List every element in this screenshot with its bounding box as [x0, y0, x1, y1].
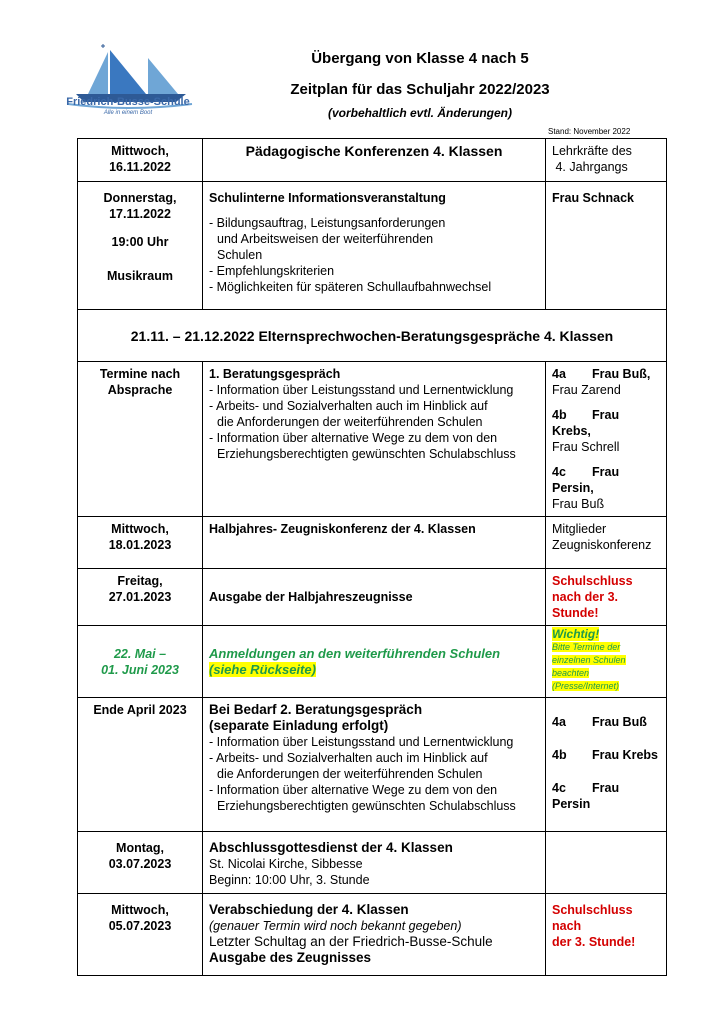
time: 19:00 Uhr [111, 235, 169, 249]
date: 18.01.2023 [108, 538, 172, 552]
stand-date: Stand: November 2022 [548, 127, 631, 136]
detail-line: und Arbeitsweisen der weiterführenden [217, 232, 434, 246]
event-cell [203, 698, 546, 832]
weekday: Mittwoch, [111, 903, 169, 917]
date: 16.11.2022 [109, 160, 171, 174]
responsible-cell [546, 832, 667, 894]
teacher-name: Frau Buß [552, 497, 605, 511]
table-row [78, 310, 667, 362]
detail-line: Letzter Schultag an der Friedrich-Busse-Schule [209, 934, 493, 949]
responsible-line: Zeugniskonferenz [552, 538, 652, 552]
event-cell: Halbjahres- Zeugniskonferenz der 4. Klassen [203, 517, 546, 569]
event-title: Verabschiedung der 4. Klassen [209, 902, 409, 917]
date-cell: Ende April 2023 [78, 698, 203, 832]
notice-line: einzelnen Schulen beachten [552, 655, 626, 678]
schedule-table [77, 138, 667, 976]
table-row [78, 569, 667, 626]
weekday: Mittwoch, [111, 144, 169, 158]
teacher-name: Frau Krebs [592, 748, 658, 762]
date-cell [78, 832, 203, 894]
date-cell [78, 182, 203, 310]
date-cell [78, 517, 203, 569]
responsible-cell [546, 517, 667, 569]
teacher-name: Frau Zarend [552, 383, 621, 397]
class-label: 4c [552, 465, 566, 479]
weekday: Mittwoch, [111, 522, 169, 536]
responsible-cell [546, 626, 667, 698]
table-row [78, 362, 667, 517]
event-title: Anmeldungen an den weiterführenden Schulen [209, 645, 501, 661]
event-cell [203, 626, 546, 698]
notice-line: (Presse/Internet) [552, 681, 620, 691]
disclaimer: (vorbehaltlich evtl. Änderungen) [327, 106, 513, 120]
weekday: Donnerstag, [103, 191, 177, 205]
notice-line: nach der 3. Stunde! [552, 590, 618, 620]
detail-line: - Bildungsauftrag, Leistungsanforderungen [209, 216, 446, 230]
event-cell [203, 362, 546, 517]
event-cell: Ausgabe der Halbjahreszeugnisse [203, 569, 546, 626]
logo-slogan: Alle in einem Boot [103, 110, 153, 116]
table-row [78, 626, 667, 698]
logo-name: Friedrich-Busse-Schule [66, 96, 190, 108]
responsible-line: Mitglieder [552, 522, 607, 536]
event-cell [203, 182, 546, 310]
page-title: Übergang von Klasse 4 nach 5 [311, 50, 529, 67]
date-cell [78, 139, 203, 182]
detail-line: - Information über Leistungsstand und Lernentwicklung [209, 383, 514, 397]
teacher-name: Frau Buß [592, 715, 647, 729]
date: Absprache [107, 383, 173, 397]
class-label: 4b [552, 748, 567, 762]
teacher-name: Frau Persin [552, 781, 620, 811]
table-row [78, 894, 667, 976]
table-row [78, 698, 667, 832]
responsible-cell [546, 894, 667, 976]
date-cell [78, 362, 203, 517]
notice-line: Schulschluss [552, 574, 633, 588]
detail-line: Erziehungsberechtigten gewünschten Schulabschluss [217, 799, 516, 813]
banner-cell: 21.11. – 21.12.2022 Elternsprechwochen-Beratungsgespräche 4. Klassen [78, 310, 667, 362]
responsible-cell [546, 362, 667, 517]
date-range-start: 22. Mai – [113, 646, 167, 661]
detail-line: - Möglichkeiten für späteren Schullaufbahnwechsel [209, 280, 492, 294]
weekday: Termine nach [99, 367, 181, 381]
table-row [78, 182, 667, 310]
event-title: Schulinterne Informationsveranstaltung [209, 191, 446, 205]
responsible-line: 4. Jahrgangs [555, 160, 628, 174]
responsible-cell [546, 698, 667, 832]
event-note: (separate Einladung erfolgt) [209, 718, 389, 733]
teacher-name: Frau Krebs, [552, 408, 620, 438]
detail-line: - Arbeits- und Sozialverhalten auch im Hinblick auf [209, 751, 488, 765]
weekday: Montag, [116, 841, 164, 855]
event-title: 1. Beratungsgespräch [209, 367, 341, 381]
detail-line: - Arbeits- und Sozialverhalten auch im Hinblick auf [209, 399, 488, 413]
class-label: 4b [552, 408, 567, 422]
table-row [78, 139, 667, 182]
detail-line: (genauer Termin wird noch bekannt gegeben) [209, 919, 462, 933]
responsible-cell: Frau Schnack [546, 182, 667, 310]
date: 03.07.2023 [108, 857, 172, 871]
table-row [78, 517, 667, 569]
class-label: 4c [552, 781, 566, 795]
detail-line: Ausgabe des Zeugnisses [209, 950, 372, 965]
date-cell [78, 569, 203, 626]
page-subtitle: Zeitplan für das Schuljahr 2022/2023 [290, 81, 550, 98]
notice-line: Schulschluss nach [552, 903, 633, 933]
class-label: 4a [552, 715, 566, 729]
detail-line: Beginn: 10:00 Uhr, 3. Stunde [209, 873, 370, 887]
date: 05.07.2023 [108, 919, 172, 933]
event-cell [203, 832, 546, 894]
notice-line: Bitte Termine der [552, 642, 621, 652]
event-note: (siehe Rückseite) [209, 661, 316, 677]
event-title: Abschlussgottesdienst der 4. Klassen [209, 840, 453, 855]
detail-line: - Information über Leistungsstand und Lernentwicklung [209, 735, 514, 749]
detail-line: die Anforderungen der weiterführenden Schulen [217, 415, 483, 429]
notice-line: der 3. Stunde! [552, 935, 636, 949]
detail-line: die Anforderungen der weiterführenden Schulen [217, 767, 483, 781]
responsible-cell [546, 569, 667, 626]
detail-line: - Information über alternative Wege zu dem von den [209, 431, 498, 445]
date: 27.01.2023 [108, 590, 172, 604]
detail-line: Erziehungsberechtigten gewünschten Schulabschluss [217, 447, 516, 461]
date-cell [78, 894, 203, 976]
date-range-end: 01. Juni 2023 [101, 662, 179, 677]
class-label: 4a [552, 367, 566, 381]
responsible-cell [546, 139, 667, 182]
date-cell [78, 626, 203, 698]
teacher-name: Frau Schrell [552, 440, 620, 454]
table-row [78, 832, 667, 894]
event-title: Bei Bedarf 2. Beratungsgespräch [209, 702, 423, 717]
detail-line: - Empfehlungskriterien [209, 264, 335, 278]
location: Musikraum [107, 269, 173, 283]
weekday: Freitag, [117, 574, 163, 588]
teacher-name: Frau Buß, [592, 367, 651, 381]
event-cell: Pädagogische Konferenzen 4. Klassen [203, 139, 546, 182]
notice-line: Wichtig! [552, 627, 600, 641]
detail-line: - Information über alternative Wege zu dem von den [209, 783, 498, 797]
responsible-line: Lehrkräfte des [552, 144, 632, 158]
event-cell [203, 894, 546, 976]
detail-line: Schulen [217, 248, 263, 262]
teacher-name: Frau Persin, [552, 465, 620, 495]
detail-line: St. Nicolai Kirche, Sibbesse [209, 857, 363, 871]
date: 17.11.2022 [109, 207, 171, 221]
